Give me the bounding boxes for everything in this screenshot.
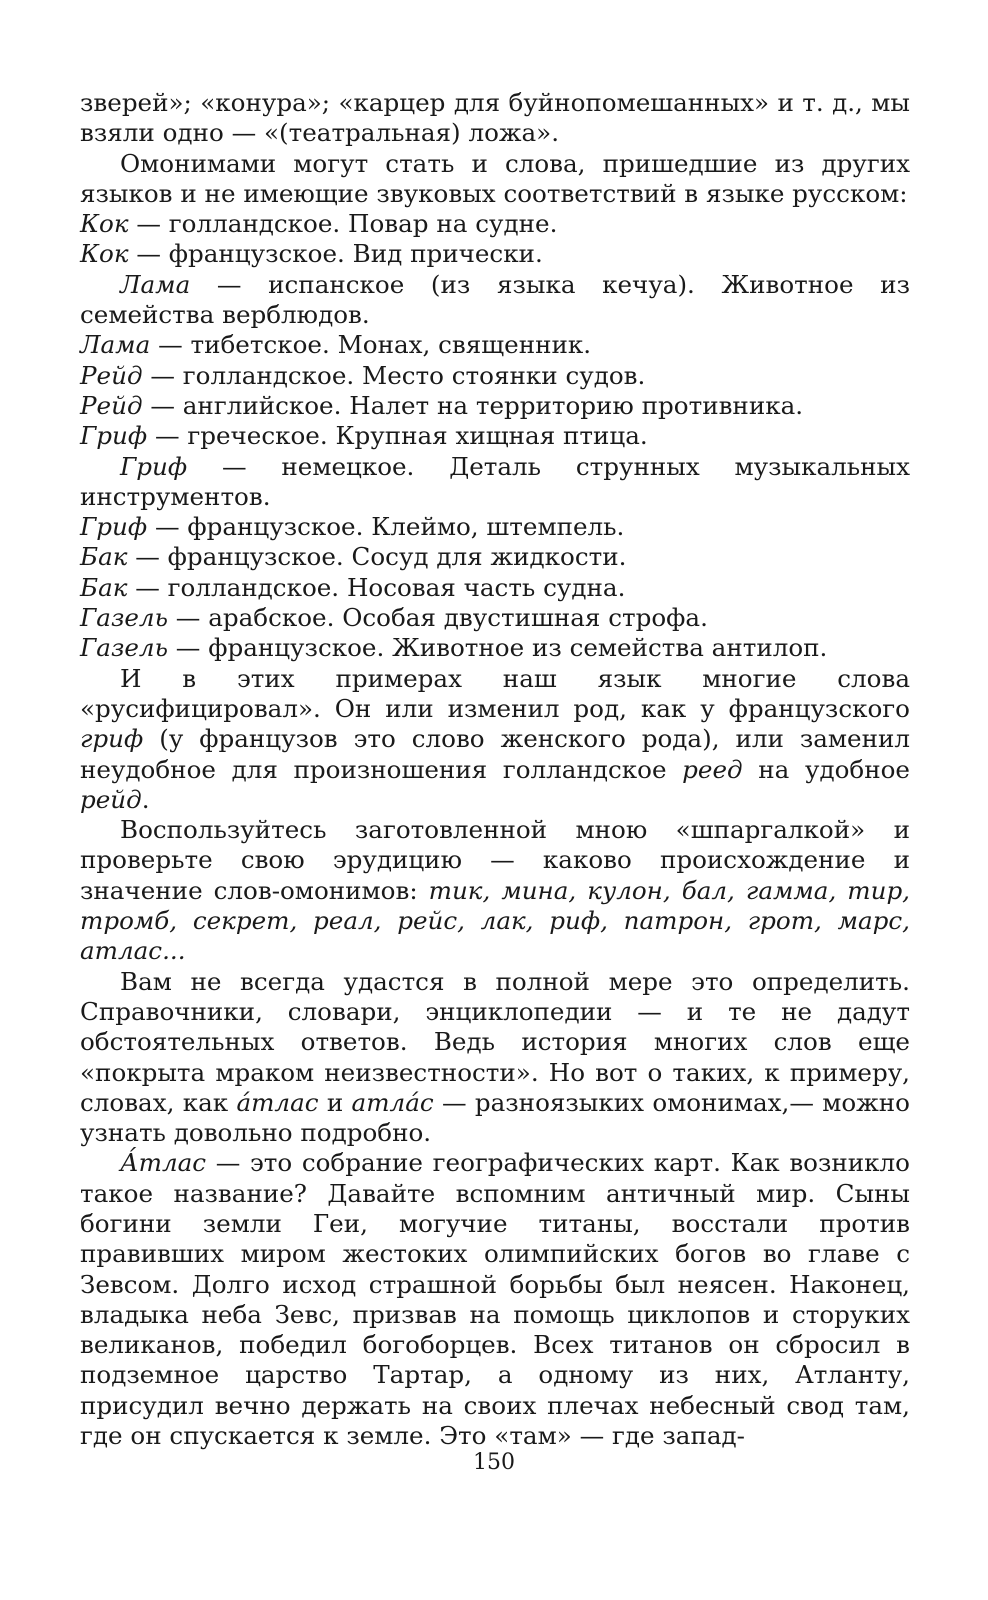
homonym-definition: — голландское. Повар на судне. bbox=[128, 209, 558, 239]
italic-word: а́тлас bbox=[236, 1087, 319, 1117]
homonym-word: Гриф bbox=[120, 451, 188, 481]
paragraph-5-text: и bbox=[318, 1087, 352, 1117]
homonym-word: Гриф bbox=[80, 421, 148, 451]
paragraph-5 bbox=[80, 967, 910, 1149]
paragraph-3-text: (у французов это слово женского рода), или заменил неудобное для произношения голландское bbox=[80, 724, 910, 784]
italic-word: реед bbox=[682, 754, 743, 784]
homonym-entry bbox=[80, 421, 910, 451]
paragraph-4 bbox=[80, 815, 910, 966]
homonym-word: Бак bbox=[80, 572, 128, 602]
homonym-definition: — немецкое. Деталь струнных музыкальных инструментов. bbox=[80, 451, 910, 511]
homonym-definition: — французское. Сосуд для жидкости. bbox=[127, 542, 627, 572]
page-number: 150 bbox=[473, 1450, 515, 1475]
homonym-entry bbox=[80, 330, 910, 360]
homonym-entry bbox=[80, 603, 910, 633]
homonym-definition: — голландское. Место стоянки судов. bbox=[142, 360, 646, 390]
paragraph-3 bbox=[80, 664, 910, 815]
homonym-word: Бак bbox=[80, 542, 128, 572]
italic-word: атла́с bbox=[351, 1087, 434, 1117]
paragraph-3-text: И в этих примерах наш язык многие слова «русифицировал». Он или изменил род, как у французского bbox=[80, 663, 910, 723]
homonym-entry bbox=[80, 239, 910, 269]
paragraph-5-text: — разноязыких омонимах,— можно узнать довольно подробно. bbox=[80, 1087, 910, 1148]
homonym-entry bbox=[80, 361, 910, 391]
homonym-word: Кок bbox=[80, 209, 129, 239]
homonym-entry bbox=[80, 391, 910, 421]
homonym-definition: — греческое. Крупная хищная птица. bbox=[147, 421, 648, 451]
homonym-entry bbox=[80, 633, 910, 663]
homonym-definition: — французское. Вид прически. bbox=[128, 239, 543, 269]
homonym-entry bbox=[80, 209, 910, 239]
paragraph-4-text: Воспользуйтесь заготовленной мною «шпаргалкой» и проверьте свою эрудицию — каково происхождение и значение слов-омонимов: bbox=[80, 815, 910, 905]
homonym-definition: — тибетское. Монах, священник. bbox=[150, 330, 592, 360]
homonym-definition: — арабское. Особая двустишная строфа. bbox=[167, 603, 708, 633]
homonym-entry bbox=[80, 452, 910, 513]
homonym-entry bbox=[80, 512, 910, 542]
homonym-list bbox=[80, 209, 910, 663]
homonym-word: Лама bbox=[80, 330, 151, 360]
italic-word: А́тлас bbox=[120, 1148, 207, 1178]
homonym-word: Кок bbox=[80, 239, 129, 269]
paragraph-3-text: . bbox=[141, 784, 150, 814]
homonym-word: Лама bbox=[120, 269, 191, 299]
homonym-word: Рейд bbox=[80, 390, 143, 420]
italic-word: рейд bbox=[80, 784, 142, 814]
homonym-word: Газель bbox=[80, 603, 168, 633]
homonym-definition: — испанское (из языка кечуа). Животное из семейства верблюдов. bbox=[80, 269, 910, 330]
paragraph-6-text: — это собрание географических карт. Как возникло такое название? Давайте вспомним античный мир. Сыны богини земли Геи, могучие титаны, восстали против правивших миром жестоких олимпийских богов во главе с Зевсом. Долго исход страшной борьбы был неясен. Наконец, владыка неба Зевс, призвав на помощь циклопов и сторуких великанов, победил богоборцев. Всех титанов он сбросил в подземное царство Тартар, а одному из них, Атланту, присудил вечно держать на своих плечах небесный свод там, где он спускается к земле. Это «там» — где запад- bbox=[80, 1148, 910, 1451]
paragraph-1: зверей»; «конура»; «карцер для буйнопомешанных» и т. д., мы взяли одно — «(театральная) ложа». bbox=[80, 88, 910, 148]
homonym-entry bbox=[80, 573, 910, 603]
paragraph-6 bbox=[80, 1148, 910, 1451]
homonym-word: Гриф bbox=[80, 512, 148, 542]
italic-word-list: тик, мина, кулон, бал, гамма, тир, тромб, секрет, реал, рейс, лак, риф, патрон, грот, марс, атлас... bbox=[80, 875, 911, 966]
paragraph-3-text: на удобное bbox=[742, 754, 910, 784]
homonym-definition: — французское. Клеймо, штемпель. bbox=[147, 512, 625, 542]
paragraph-2: Омонимами могут стать и слова, пришедшие из других языков и не имеющие звуковых соответствий в языке русском: bbox=[80, 148, 910, 208]
homonym-definition: — английское. Налет на территорию противника. bbox=[142, 390, 804, 420]
paragraph-5-text: Вам не всегда удастся в полной мере это определить. Справочники, словари, энциклопедии — и те не дадут обстоятельных ответов. Ведь история многих слов еще «покрыта мраком неизвестности». Но вот о таких, к примеру, словах, как bbox=[80, 966, 910, 1117]
homonym-entry bbox=[80, 270, 910, 331]
homonym-word: Газель bbox=[80, 633, 168, 663]
homonym-word: Рейд bbox=[80, 360, 143, 390]
homonym-definition: — голландское. Носовая часть судна. bbox=[127, 572, 626, 602]
homonym-definition: — французское. Животное из семейства антилоп. bbox=[167, 633, 828, 663]
homonym-entry bbox=[80, 542, 910, 572]
book-page-text bbox=[80, 88, 910, 1451]
italic-word: гриф bbox=[80, 724, 144, 754]
